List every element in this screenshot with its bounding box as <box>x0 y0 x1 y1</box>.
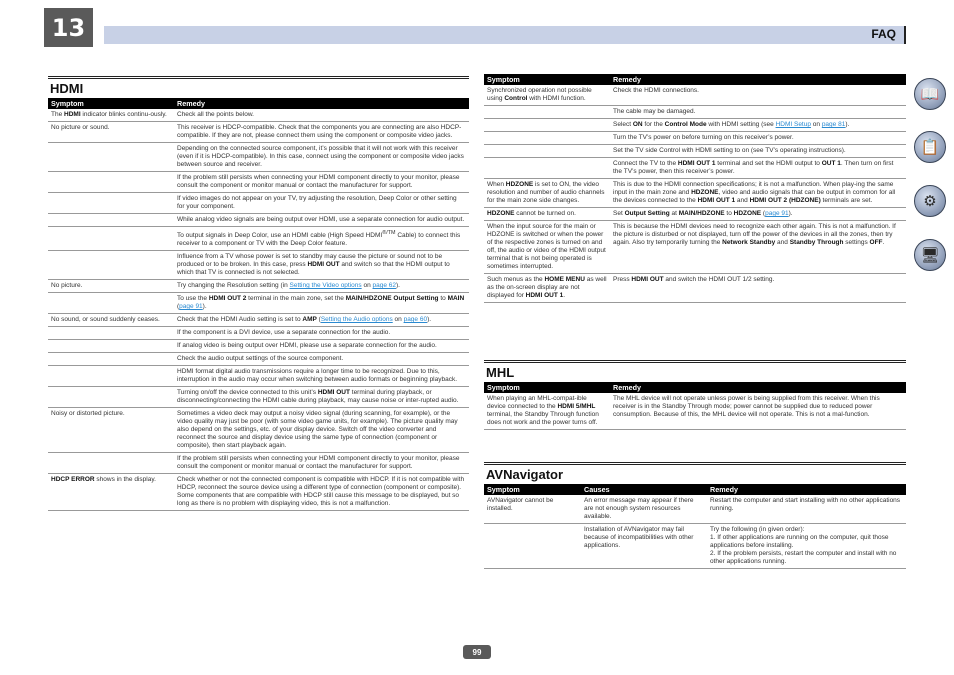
cell-remedy: If video images do not appear on your TV, try adjusting the resolution, Deep Color or other setting for your component. <box>174 193 469 214</box>
mhl-rows <box>484 393 906 430</box>
table-row <box>484 158 906 179</box>
table-row <box>484 393 906 430</box>
cell-symptom <box>48 293 174 314</box>
table-row <box>484 208 906 221</box>
cell-symptom: When playing an MHL-compat-ible device connected to the HDMI 5/MHL terminal, the Standby Through function does not work and the power turns off. <box>484 393 610 430</box>
cell-symptom <box>48 143 174 172</box>
cell-symptom <box>484 524 581 569</box>
mhl-section <box>484 360 906 430</box>
cell-symptom <box>48 353 174 366</box>
table-row <box>48 143 469 172</box>
col-remedy: Remedy <box>707 484 906 495</box>
cell-symptom <box>484 145 610 158</box>
cell-remedy: This is due to the HDMI connection specifications; it is not a malfunction. When play-ing the same input in the main zone and HDZONE, video and audio signals that can be output in common for all the devices connected to the HDMI OUT 1 and HDMI OUT 2 (HDZONE) terminals are set. <box>610 179 906 208</box>
col-symptom: Symptom <box>484 484 581 495</box>
hdmi-section <box>48 76 469 511</box>
table-row <box>484 132 906 145</box>
cell-remedy: If analog video is being output over HDMI, please use a separate connection for the audio. <box>174 340 469 353</box>
table-row <box>48 387 469 408</box>
table-row <box>48 408 469 453</box>
table-row <box>484 119 906 132</box>
avnavigator-table <box>484 484 906 569</box>
cell-symptom: No picture or sound. <box>48 122 174 143</box>
hdmi-rows <box>48 109 469 511</box>
cell-remedy: To use the HDMI OUT 2 terminal in the main zone, set the MAIN/HDZONE Output Setting to MAIN (page 91). <box>174 293 469 314</box>
cell-symptom <box>484 132 610 145</box>
table-row <box>48 214 469 227</box>
cell-remedy: Check all the points below. <box>174 109 469 122</box>
cell-remedy: HDMI format digital audio transmissions require a longer time to be recognized. Due to this, interruption in the audio may occur when switching between audio formats or beginning playback. <box>174 366 469 387</box>
cell-symptom: The HDMI indicator blinks continu-ously. <box>48 109 174 122</box>
cell-symptom <box>484 106 610 119</box>
table-row <box>484 85 906 106</box>
cell-symptom: When the input source for the main or HDZONE is switched or when the power of the respective zones is turned on and off, the audio or video of the HDMI output terminal that is not being operated is sometimes interrupted. <box>484 221 610 274</box>
cell-remedy: Try changing the Resolution setting (in Setting the Video options on page 62). <box>174 280 469 293</box>
cell-symptom: Synchronized operation not possible using Control with HDMI function. <box>484 85 610 106</box>
table-row <box>48 280 469 293</box>
table-row <box>48 366 469 387</box>
avnavigator-title: AVNavigator <box>486 467 564 482</box>
cell-symptom: Noisy or distorted picture. <box>48 408 174 453</box>
col-symptom: Symptom <box>48 98 174 109</box>
cell-symptom: HDZONE cannot be turned on. <box>484 208 610 221</box>
section-rule <box>484 462 906 465</box>
col-symptom: Symptom <box>484 74 610 85</box>
cell-symptom <box>48 387 174 408</box>
page-number: 99 <box>463 645 491 659</box>
table-row <box>484 145 906 158</box>
cell-remedy: While analog video signals are being output over HDMI, use a separate connection for audio output. <box>174 214 469 227</box>
table-row <box>484 495 906 524</box>
cell-symptom <box>484 158 610 179</box>
col-causes: Causes <box>581 484 707 495</box>
table-row <box>48 353 469 366</box>
chapter-number: 13 <box>44 8 93 47</box>
table-row <box>48 453 469 474</box>
table-row <box>48 251 469 280</box>
cell-remedy: Set the TV side Control with HDMI setting to on (see TV’s operating instructions). <box>610 145 906 158</box>
col-remedy: Remedy <box>610 74 906 85</box>
section-label: FAQ <box>871 27 896 41</box>
cell-remedy: The MHL device will not operate unless power is being supplied from this receiver. When this receiver is in the Standby Through mode; power cannot be supplied due to reduced power consumption. Because of this, the MHL device will not operate. This is not a mal-function. <box>610 393 906 430</box>
col-remedy: Remedy <box>174 98 469 109</box>
table-row <box>48 293 469 314</box>
mhl-table <box>484 382 906 430</box>
mhl-title: MHL <box>486 365 515 380</box>
cell-remedy: Select ON for the Control Mode with HDMI setting (see HDMI Setup on page 81). <box>610 119 906 132</box>
cell-symptom: No sound, or sound suddenly ceases. <box>48 314 174 327</box>
cell-remedy: Check the HDMI connections. <box>610 85 906 106</box>
cell-symptom <box>48 340 174 353</box>
cell-remedy: This receiver is HDCP-compatible. Check that the components you are connecting are also HDCP-compatible. If they are not, please connect them using the component or composite video jacks. <box>174 122 469 143</box>
cell-remedy: Turning on/off the device connected to this unit’s HDMI OUT terminal during playback, or disconnecting/connecting the HDMI cable during playback, may cause noise or inter-rupted audio. <box>174 387 469 408</box>
cell-symptom <box>48 172 174 193</box>
settings-icon[interactable]: ⚙ <box>914 185 946 217</box>
cell-remedy: If the problem still persists when connecting your HDMI component directly to your monitor, please consult the component or monitor manual or contact the manufacturer for support. <box>174 453 469 474</box>
col-symptom: Symptom <box>484 382 610 393</box>
cell-cause: Installation of AVNavigator may fail because of incompatibilities with other applications. <box>581 524 707 569</box>
table-row <box>48 193 469 214</box>
hdmi-continued-section <box>484 74 906 303</box>
cell-remedy: Turn the TV’s power on before turning on this receiver’s power. <box>610 132 906 145</box>
table-row <box>48 109 469 122</box>
avnavigator-section <box>484 462 906 569</box>
cell-symptom <box>48 366 174 387</box>
cell-symptom: HDCP ERROR shows in the display. <box>48 474 174 511</box>
cell-cause: An error message may appear if there are not enough system resources available. <box>581 495 707 524</box>
cell-remedy: To output signals in Deep Color, use an HDMI cable (High Speed $HDMI^{®/TM}$ Cable) to connect this receiver to a component or TV with the Deep Color feature. <box>174 227 469 251</box>
cell-remedy: Sometimes a video deck may output a noisy video signal (during scanning, for example), or the video quality may just be poor (with some video game units, for example). The picture quality may also depend on the settings, etc. of your display device. Switch off the video converter and reconnect the source and display device using the same type of connection (component or composite), then start playback again. <box>174 408 469 453</box>
col-remedy: Remedy <box>610 382 906 393</box>
cell-symptom: When HDZONE is set to ON, the video resolution and number of audio channels for the main zone side changes. <box>484 179 610 208</box>
manual-icon[interactable]: 📋 <box>914 131 946 163</box>
monitor-icon[interactable]: 🖥 <box>914 239 946 271</box>
table-row <box>484 106 906 119</box>
cell-remedy: Check that the HDMI Audio setting is set to AMP (Setting the Audio options on page 60). <box>174 314 469 327</box>
cell-remedy: Check the audio output settings of the source component. <box>174 353 469 366</box>
cell-symptom: No picture. <box>48 280 174 293</box>
cell-symptom <box>484 119 610 132</box>
table-row <box>484 221 906 274</box>
cell-remedy: Restart the computer and start installing with no other applications running. <box>707 495 906 524</box>
cell-remedy: Press HDMI OUT and switch the HDMI OUT 1/2 setting. <box>610 274 906 303</box>
section-rule <box>48 76 469 79</box>
cell-remedy: If the problem still persists when connecting your HDMI component directly to your monitor, please consult the component or monitor manual or contact the manufacturer for support. <box>174 172 469 193</box>
hdmi-continued-table <box>484 74 906 303</box>
section-rule <box>484 360 906 363</box>
table-row <box>48 327 469 340</box>
cell-remedy: The cable may be damaged. <box>610 106 906 119</box>
cell-remedy: Try the following (in given order): 1. If other applications are running on the computer, quit those applications before installing. 2. If the problem persists, restart the computer and install with no other applications running. <box>707 524 906 569</box>
cell-symptom <box>48 193 174 214</box>
table-row <box>48 474 469 511</box>
hdmi-title: HDMI <box>50 81 84 96</box>
table-row <box>48 314 469 327</box>
cell-symptom <box>48 214 174 227</box>
header-bar <box>104 26 906 44</box>
book-icon[interactable]: 📖 <box>914 78 946 110</box>
cell-remedy: This is because the HDMI devices need to recognize each other again. This is not a malfunction. If the picture is disturbed or not displayed, turn off the power of the devices in all the zones, then try again. Also try temporarily turning the Network Standby and Standby Through settings OFF. <box>610 221 906 274</box>
table-row <box>48 172 469 193</box>
table-row <box>48 340 469 353</box>
cell-remedy: Set Output Setting at MAIN/HDZONE to HDZONE (page 91). <box>610 208 906 221</box>
table-row <box>484 524 906 569</box>
avnavigator-rows <box>484 495 906 569</box>
table-row <box>48 227 469 251</box>
hdmi-table <box>48 98 469 511</box>
cell-symptom <box>48 251 174 280</box>
cell-symptom: AVNavigator cannot be installed. <box>484 495 581 524</box>
table-row <box>484 179 906 208</box>
cell-remedy: If the component is a DVI device, use a separate connection for the audio. <box>174 327 469 340</box>
table-row <box>484 274 906 303</box>
cell-symptom <box>48 453 174 474</box>
cell-remedy: Check whether or not the connected component is compatible with HDCP. If it is not compatible with HDCP, reconnect the source device using a different type of connection (component or composite). Some components that are compatible with HDCP still cause this message to be displayed, but so long as there is no problem with displaying video, this is not a malfunction. <box>174 474 469 511</box>
table-row <box>48 122 469 143</box>
cell-remedy: Influence from a TV whose power is set to standby may cause the picture or sound not to be produced or to be broken. In this case, press HDMI OUT and switch so that the HDMI output to which that TV is connected is not selected. <box>174 251 469 280</box>
hdmi-continued-rows <box>484 85 906 303</box>
cell-remedy: Depending on the connected source component, it’s possible that it will not work with this receiver (even if it is HDCP-compatible). In this case, connect using the component or composite video jacks between source and receiver. <box>174 143 469 172</box>
cell-symptom: Such menus as the HOME MENU as well as the on-screen display are not displayed for HDMI OUT 1. <box>484 274 610 303</box>
cell-remedy: Connect the TV to the HDMI OUT 1 terminal and set the HDMI output to OUT 1. Then turn on first the TV’s power, then this receiver’s power. <box>610 158 906 179</box>
cell-symptom <box>48 227 174 251</box>
cell-symptom <box>48 327 174 340</box>
